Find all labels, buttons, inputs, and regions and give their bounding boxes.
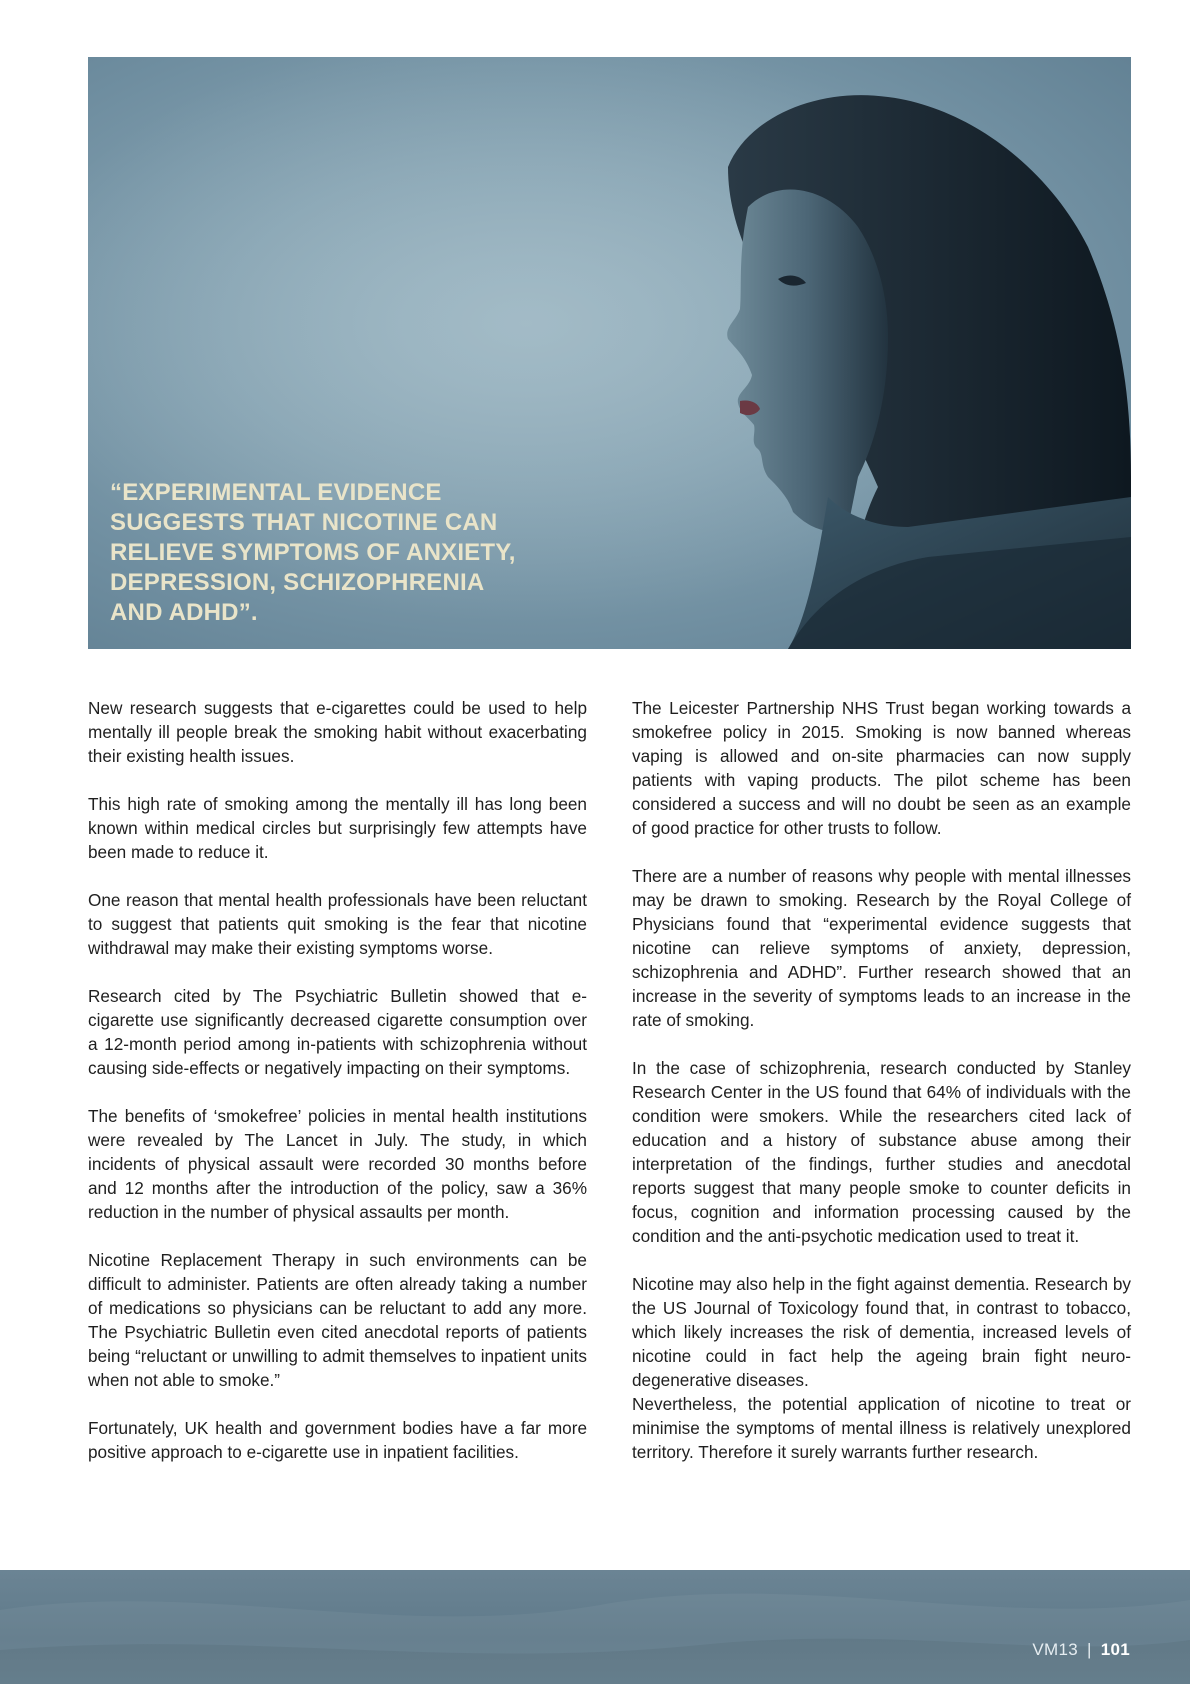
paragraph: Nicotine Replacement Therapy in such environments can be difficult to administer. Patients are often already taking a number of medications so physicians can be reluctant to add any more. The Psychiatric Bulletin even cited anecdotal reports of patients being “reluctant or unwilling to admit themselves to inpatient units when not able to smoke.”: [88, 1250, 587, 1390]
paragraph: There are a number of reasons why people with mental illnesses may be drawn to smoking. Research by the Royal College of Physicians found that “experimental evidence suggests that nicotine can relieve symptoms of anxiety, depression, schizophrenia and ADHD”. Further research showed that an increase in the severity of symptoms leads to an increase in the rate of smoking.: [632, 866, 1131, 1030]
paragraph: The Leicester Partnership NHS Trust began working towards a smokefree policy in 2015. Smoking is now banned whereas vaping is allowed and on-site pharmacies can now supply patients with vaping products. The pilot scheme has been considered a success and will no doubt be seen as an example of good practice for other trusts to follow.: [632, 698, 1131, 838]
paragraph: Nevertheless, the potential application of nicotine to treat or minimise the symptoms of mental illness is relatively unexplored territory. Therefore it surely warrants further research.: [632, 1394, 1131, 1462]
folio-separator: |: [1087, 1640, 1092, 1659]
paragraph: Nicotine may also help in the fight against dementia. Research by the US Journal of Toxicology found that, in contrast to tobacco, which likely increases the risk of dementia, increased levels of nicotine could in fact help the ageing brain fight neuro-degenerative diseases.: [632, 1274, 1131, 1390]
paragraph: New research suggests that e-cigarettes could be used to help mentally ill people break the smoking habit without exacerbating their existing health issues.: [88, 698, 587, 766]
paragraph: Fortunately, UK health and government bodies have a far more positive approach to e-cigarette use in inpatient facilities.: [88, 1418, 587, 1462]
paragraph: One reason that mental health professionals have been reluctant to suggest that patients quit smoking is the fear that nicotine withdrawal may make their existing symptoms worse.: [88, 890, 587, 958]
publication-name: VM13: [1032, 1640, 1079, 1659]
footer-texture: [0, 1570, 1190, 1684]
hero-image: [88, 57, 1131, 649]
pull-quote: “EXPERIMENTAL EVIDENCE SUGGESTS THAT NICOTINE CAN RELIEVE SYMPTOMS OF ANXIETY, DEPRESSION, SCHIZOPHRENIA AND ADHD”.: [110, 479, 516, 626]
article-right-column: [632, 696, 1131, 1488]
paragraph: In the case of schizophrenia, research conducted by Stanley Research Center in the US found that 64% of individuals with the condition were smokers. While the researchers cited lack of education and a history of substance abuse among their interpretation of the findings, further studies and anecdotal reports suggest that many people smoke to counter deficits in focus, cognition and information processing caused by the condition and the anti-psychotic medication used to treat it.: [632, 1058, 1131, 1246]
paragraph: Research cited by The Psychiatric Bulletin showed that e-cigarette use significantly decreased cigarette consumption over a 12-month period among in-patients with schizophrenia without causing side-effects or negatively impacting on their symptoms.: [88, 986, 587, 1078]
footer-band: [0, 1570, 1190, 1684]
article-left-column: [88, 696, 587, 1488]
page-folio: [1032, 1640, 1130, 1660]
paragraph: The benefits of ‘smokefree’ policies in mental health institutions were revealed by The Lancet in July. The study, in which incidents of physical assault were recorded 30 months before and 12 months after the introduction of the policy, saw a 36% reduction in the number of physical assaults per month.: [88, 1106, 587, 1222]
page-number: 101: [1100, 1640, 1130, 1659]
paragraph: This high rate of smoking among the mentally ill has long been known within medical circles but surprisingly few attempts have been made to reduce it.: [88, 794, 587, 862]
